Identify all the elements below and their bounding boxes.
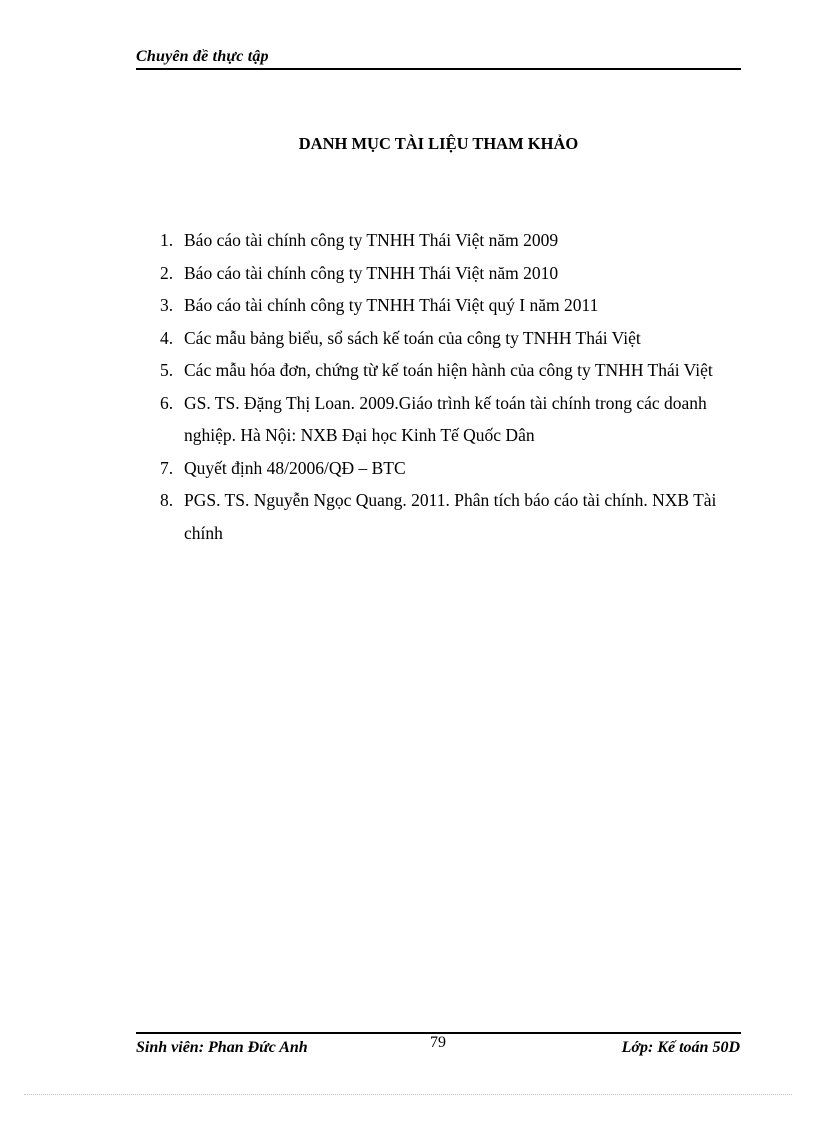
reference-list — [136, 224, 736, 549]
reference-text: PGS. TS. Nguyễn Ngọc Quang. 2011. Phân tích báo cáo tài chính. NXB Tài chính — [184, 490, 717, 543]
footer-student: Sinh viên: Phan Đức Anh — [136, 1039, 308, 1056]
reference-text: Báo cáo tài chính công ty TNHH Thái Việt năm 2009 — [184, 230, 559, 250]
header-divider — [136, 68, 741, 70]
reference-number: 2. — [160, 262, 174, 283]
page-title: DANH MỤC TÀI LIỆU THAM KHẢO — [298, 134, 579, 153]
reference-number: 4. — [160, 327, 174, 348]
reference-text: Các mẫu bảng biểu, sổ sách kế toán của công ty TNHH Thái Việt — [184, 327, 641, 348]
reference-item — [136, 289, 736, 322]
reference-item — [136, 387, 736, 452]
reference-item — [136, 257, 736, 290]
page-bottom-border — [24, 1094, 792, 1095]
reference-text: GS. TS. Đặng Thị Loan. 2009.Giáo trình kế toán tài chính trong các doanh nghiệp. Hà Nội: NXB Đại học Kinh Tế Quốc Dân — [184, 392, 707, 445]
reference-number: 7. — [160, 457, 174, 478]
reference-text: Quyết định 48/2006/QĐ – BTC — [184, 457, 406, 478]
reference-number: 8. — [160, 490, 174, 510]
reference-item — [136, 354, 736, 387]
reference-number: 3. — [160, 295, 174, 315]
reference-item — [136, 322, 736, 355]
reference-item — [136, 452, 736, 485]
reference-number: 5. — [160, 360, 174, 380]
reference-text: Báo cáo tài chính công ty TNHH Thái Việt năm 2010 — [184, 262, 559, 283]
footer-class: Lớp: Kế toán 50D — [621, 1039, 740, 1056]
reference-text: Báo cáo tài chính công ty TNHH Thái Việt quý I năm 2011 — [184, 295, 599, 315]
reference-item — [136, 484, 736, 549]
reference-item — [136, 224, 736, 257]
reference-number: 1. — [160, 230, 174, 250]
page-number: 79 — [430, 1034, 446, 1051]
reference-text: Các mẫu hóa đơn, chứng từ kế toán hiện hành của công ty TNHH Thái Việt — [184, 360, 713, 380]
page-header: Chuyên đề thực tập — [136, 48, 269, 65]
reference-number: 6. — [160, 392, 174, 413]
